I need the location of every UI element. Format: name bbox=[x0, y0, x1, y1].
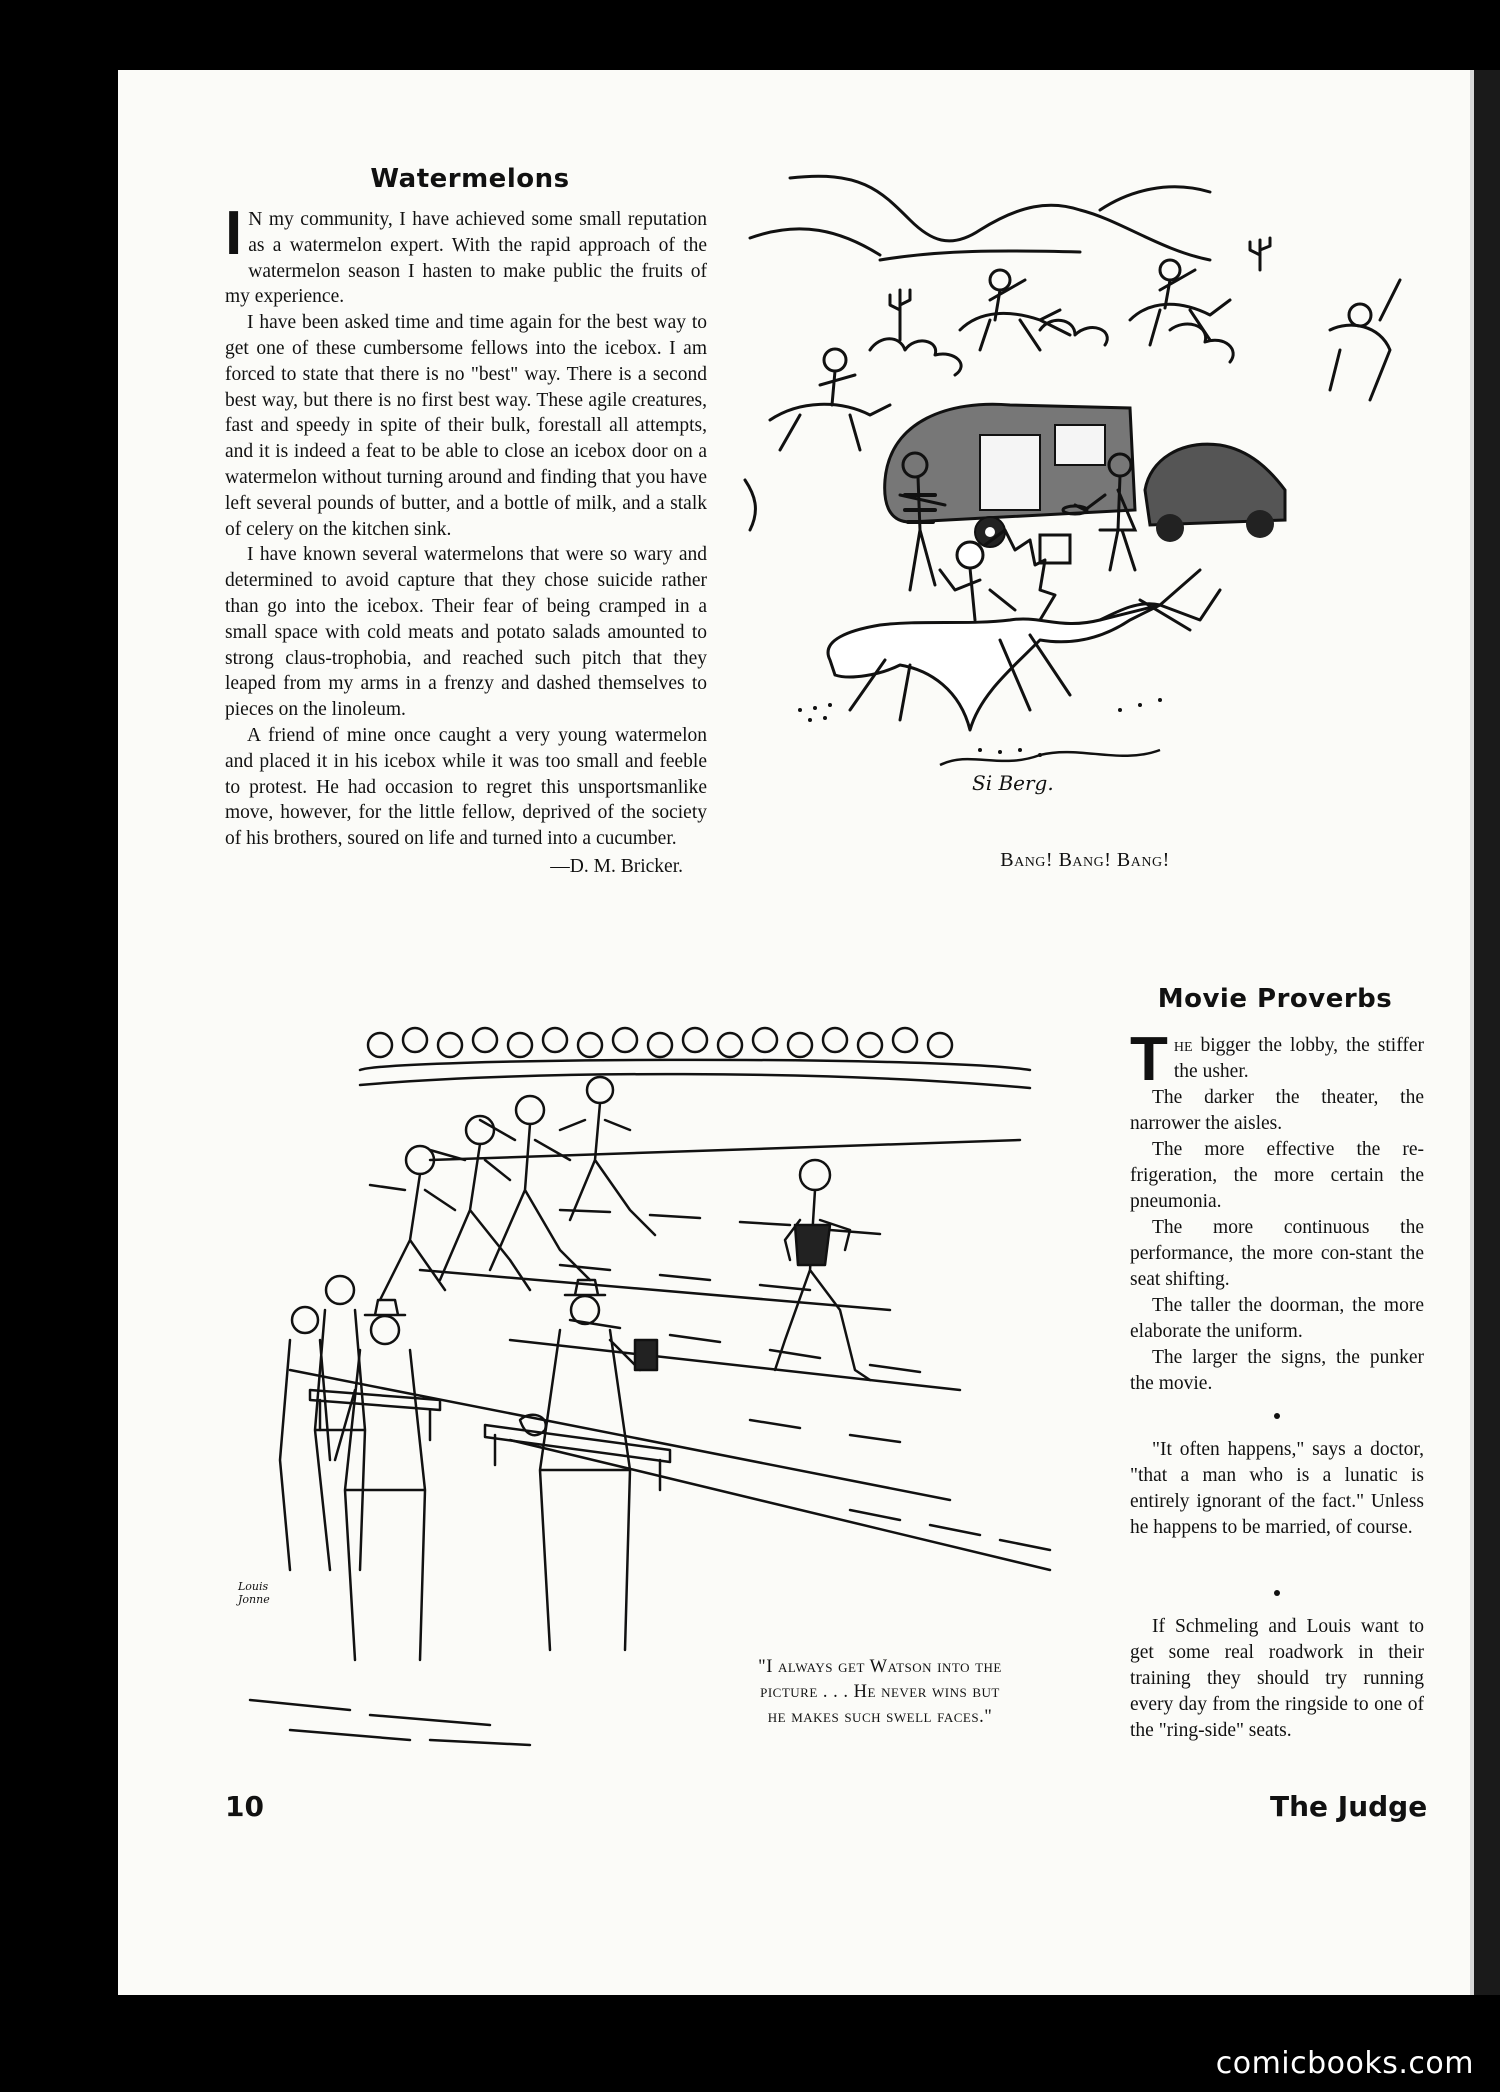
proverb-4: The more continuous the performance, the more con-stant the seat shifting. bbox=[1130, 1217, 1424, 1290]
watermark: comicbooks.com bbox=[1215, 2046, 1474, 2081]
binding-spine bbox=[1474, 70, 1500, 1995]
proverb-2: The darker the theater, the narrower the aisles. bbox=[1130, 1087, 1424, 1134]
caption-line: "I always get Watson into the bbox=[758, 1657, 1002, 1677]
byline: —D. M. Bricker. bbox=[550, 855, 683, 877]
watermelons-paragraph-3: I have known several watermelons that were so wary and determined to avoid capture that they chose suicide rather than go into the icebox. Their fear of being cramped in a small space with cold meats and potato salads amounted to strong claus-trophobia, and reached such pitch that they leaped from my arms in a frenzy and dashed themselves to pieces on the linoleum. bbox=[225, 544, 707, 721]
western-cartoon bbox=[740, 150, 1420, 830]
watermelons-title: Watermelons bbox=[370, 164, 570, 194]
page-number: 10 bbox=[225, 1790, 264, 1823]
watermelons-paragraph-1 bbox=[225, 199, 707, 310]
artist-signature-bottom-1: Louis bbox=[238, 1580, 269, 1593]
dropcap: T bbox=[1130, 1025, 1168, 1094]
artist-signature-bottom-2: Jonne bbox=[238, 1593, 270, 1606]
artist-signature-top: Si Berg. bbox=[972, 771, 1054, 795]
filler-lunatic bbox=[1130, 1437, 1424, 1541]
proverb-6: The larger the signs, the punker the movie. bbox=[1130, 1347, 1424, 1394]
filler-schmeling bbox=[1130, 1614, 1424, 1744]
watermelons-article bbox=[225, 199, 707, 880]
lead-in: he bbox=[1173, 1035, 1193, 1056]
filler-text: If Schmeling and Louis want to get some real roadwork in their training they should try running every day from the ringside to one of the "ring-side" seats. bbox=[1130, 1616, 1424, 1741]
lead-in: N bbox=[248, 209, 263, 230]
proverb-3: The more effective the re-frigeration, the more certain the pneumonia. bbox=[1130, 1139, 1424, 1212]
movie-proverbs-title: Movie Proverbs bbox=[1157, 984, 1393, 1014]
proverb-1 bbox=[1130, 1025, 1424, 1094]
movie-proverbs-column bbox=[1130, 1025, 1424, 1397]
magazine-name: The Judge bbox=[1270, 1790, 1428, 1823]
watermelons-paragraph-2: I have been asked time and time again for the best way to get one of these cumbersome fellows into the icebox. I am forced to state that there is no "best" way. There is a second best way, but there is no first best way. These agile creatures, fast and speedy in spite of their bulk, forestall all attempts, and it is indeed a feat to be able to close an icebox door on a watermelon without turning around and finding that you have left several pounds of butter, and a bottle of milk, and a stalk of celery on the kitchen sink. bbox=[225, 312, 707, 540]
dropcap: I bbox=[225, 199, 243, 268]
crowd bbox=[360, 1028, 1030, 1070]
watermelons-paragraph-4: A friend of mine once caught a very young watermelon and placed it in his icebox while it was too small and feeble to protest. He had occasion to regret this unsportsmanlike move, however, for the little fellow, deprived of the society of his brothers, soured on life and turned into a cucumber. bbox=[225, 724, 707, 850]
caption-line: he makes such swell faces." bbox=[767, 1707, 993, 1727]
cartoon-caption-top: Bang! Bang! Bang! bbox=[1000, 849, 1170, 871]
separator-dot bbox=[1274, 1413, 1280, 1419]
filler-text: "It often happens," says a doctor, "that a man who is a lunatic is entirely ignorant of the fact." Unless he happens to be married, of course. bbox=[1130, 1439, 1424, 1538]
paragraph-text: bigger the lobby, the stiffer the usher. bbox=[1173, 1035, 1424, 1082]
separator-dot bbox=[1274, 1590, 1280, 1596]
proverb-5: The taller the doorman, the more elaborate the uniform. bbox=[1130, 1295, 1424, 1342]
caption-line: picture . . . He never wins but bbox=[760, 1682, 1000, 1702]
cartoon-caption-bottom bbox=[700, 1655, 1060, 1730]
paragraph-text: my community, I have achieved some small reputation as a watermelon expert. With the rapid approach of the watermelon season I hasten to make public the fruits of my experience. bbox=[225, 209, 707, 308]
